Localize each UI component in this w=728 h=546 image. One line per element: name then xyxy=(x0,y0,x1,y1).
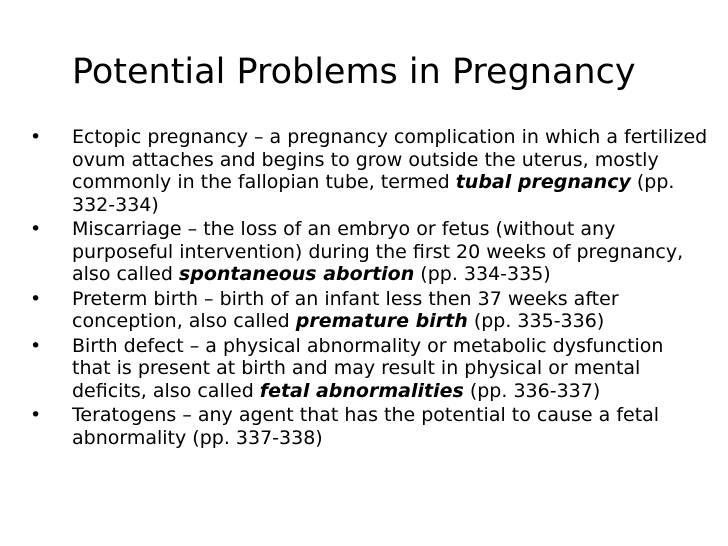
bullet-icon: • xyxy=(30,334,42,357)
bullet-text: Teratogens – any agent that has the potential to cause a fetal abnormality (pp. 337-338) xyxy=(72,404,660,449)
bullet-text: Birth defect – a physical abnormality or metabolic dysfunction that is present at birth and may result in physical or mental deficits, also called xyxy=(72,334,664,402)
bullet-item-ectopic-pregnancy xyxy=(0,126,728,216)
bullet-icon: • xyxy=(30,126,42,148)
bullet-icon: • xyxy=(30,218,42,240)
bullet-reference: (pp. 334-335) xyxy=(414,263,551,285)
bullet-list xyxy=(0,126,728,451)
bullet-term: premature birth xyxy=(295,310,468,332)
bullet-reference: (pp. 336-337) xyxy=(463,379,601,402)
bullet-term: tubal pregnancy xyxy=(455,171,631,193)
bullet-term: spontaneous abortion xyxy=(178,263,415,285)
bullet-item-teratogens xyxy=(0,404,728,449)
bullet-text: Ectopic pregnancy – a pregnancy complication in which a fertilized ovum attaches and begins to grow outside the uterus, mostly commonly in the fallopian tube, termed xyxy=(72,126,708,193)
slide-title: Potential Problems in Pregnancy xyxy=(72,52,636,92)
bullet-item-preterm-birth xyxy=(0,288,728,333)
bullet-item-miscarriage xyxy=(0,218,728,286)
bullet-text: Miscarriage – the loss of an embryo or fetus (without any purposeful intervention) during the first 20 weeks of pregnancy, also called xyxy=(72,218,684,285)
bullet-icon: • xyxy=(30,287,42,310)
bullet-term: fetal abnormalities xyxy=(259,379,464,402)
bullet-reference: (pp. 332-334) xyxy=(72,171,675,216)
bullet-text: Preterm birth – birth of an infant less then 37 weeks after conception, also called xyxy=(72,287,619,332)
bullet-reference: (pp. 335-336) xyxy=(467,310,605,332)
bullet-item-birth-defect xyxy=(0,335,728,403)
bullet-icon: • xyxy=(30,404,42,426)
